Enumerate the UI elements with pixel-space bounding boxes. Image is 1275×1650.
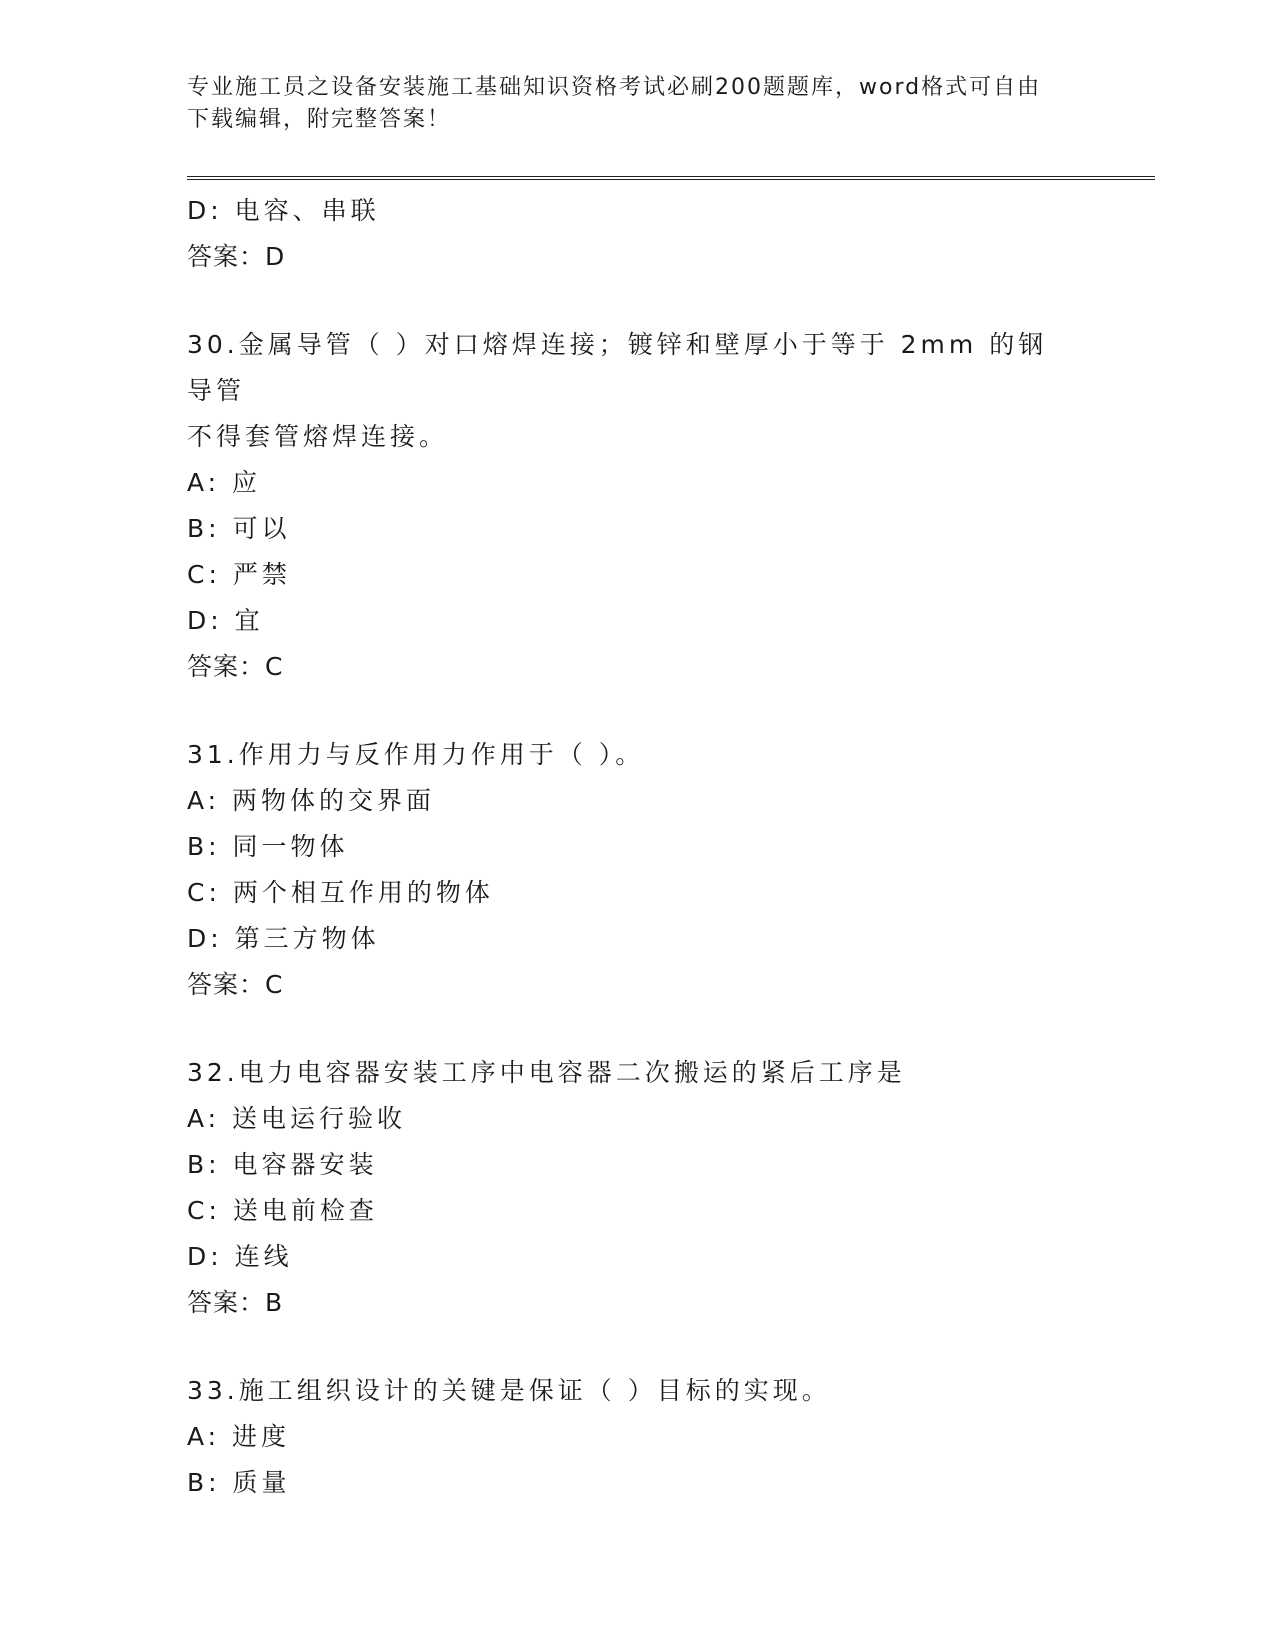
question-33	[187, 1368, 1087, 1506]
question-stem: 32.电力电容器安装工序中电容器二次搬运的紧后工序是	[187, 1058, 906, 1087]
header-line-1: 专业施工员之设备安装施工基础知识资格考试必刷200题题库，word格式可自由	[187, 75, 1042, 100]
previous-question-tail	[187, 188, 1087, 280]
option-b: B: 可以	[187, 514, 291, 543]
option-a: A: 应	[187, 468, 262, 497]
option-b: B: 同一物体	[187, 832, 349, 861]
question-32	[187, 1050, 1087, 1326]
option-b: B: 质量	[187, 1468, 291, 1497]
question-30	[187, 322, 1087, 690]
header-divider	[187, 176, 1155, 180]
question-stem	[187, 322, 1067, 460]
option-c: C: 送电前检查	[187, 1196, 378, 1225]
option-d: D: 第三方物体	[187, 924, 380, 953]
option-a: A: 进度	[187, 1422, 291, 1451]
option-d: D: 连线	[187, 1242, 293, 1271]
option-d: D: 宜	[187, 606, 264, 635]
option-b: B: 电容器安装	[187, 1150, 378, 1179]
header-line-2: 下载编辑，附完整答案！	[187, 107, 452, 132]
document-body	[187, 188, 1087, 1506]
question-stem-line-2: 不得套管熔焊连接。	[187, 422, 449, 451]
answer: 答案：B	[187, 1288, 284, 1317]
answer: 答案：D	[187, 242, 286, 271]
question-31	[187, 732, 1087, 1008]
question-stem: 31.作用力与反作用力作用于（ ）。	[187, 740, 645, 769]
question-stem-line-1: 30.金属导管（ ）对口熔焊连接；镀锌和壁厚小于等于 2mm 的钢导管	[187, 330, 1048, 405]
page-header	[187, 72, 1067, 136]
option-a: A: 两物体的交界面	[187, 786, 436, 815]
option-a: A: 送电运行验收	[187, 1104, 407, 1133]
answer: 答案：C	[187, 970, 284, 999]
option-c: C: 两个相互作用的物体	[187, 878, 494, 907]
answer: 答案：C	[187, 652, 284, 681]
option-c: C: 严禁	[187, 560, 291, 589]
option-d: D: 电容、串联	[187, 196, 380, 225]
question-stem: 33.施工组织设计的关键是保证（ ）目标的实现。	[187, 1376, 831, 1405]
